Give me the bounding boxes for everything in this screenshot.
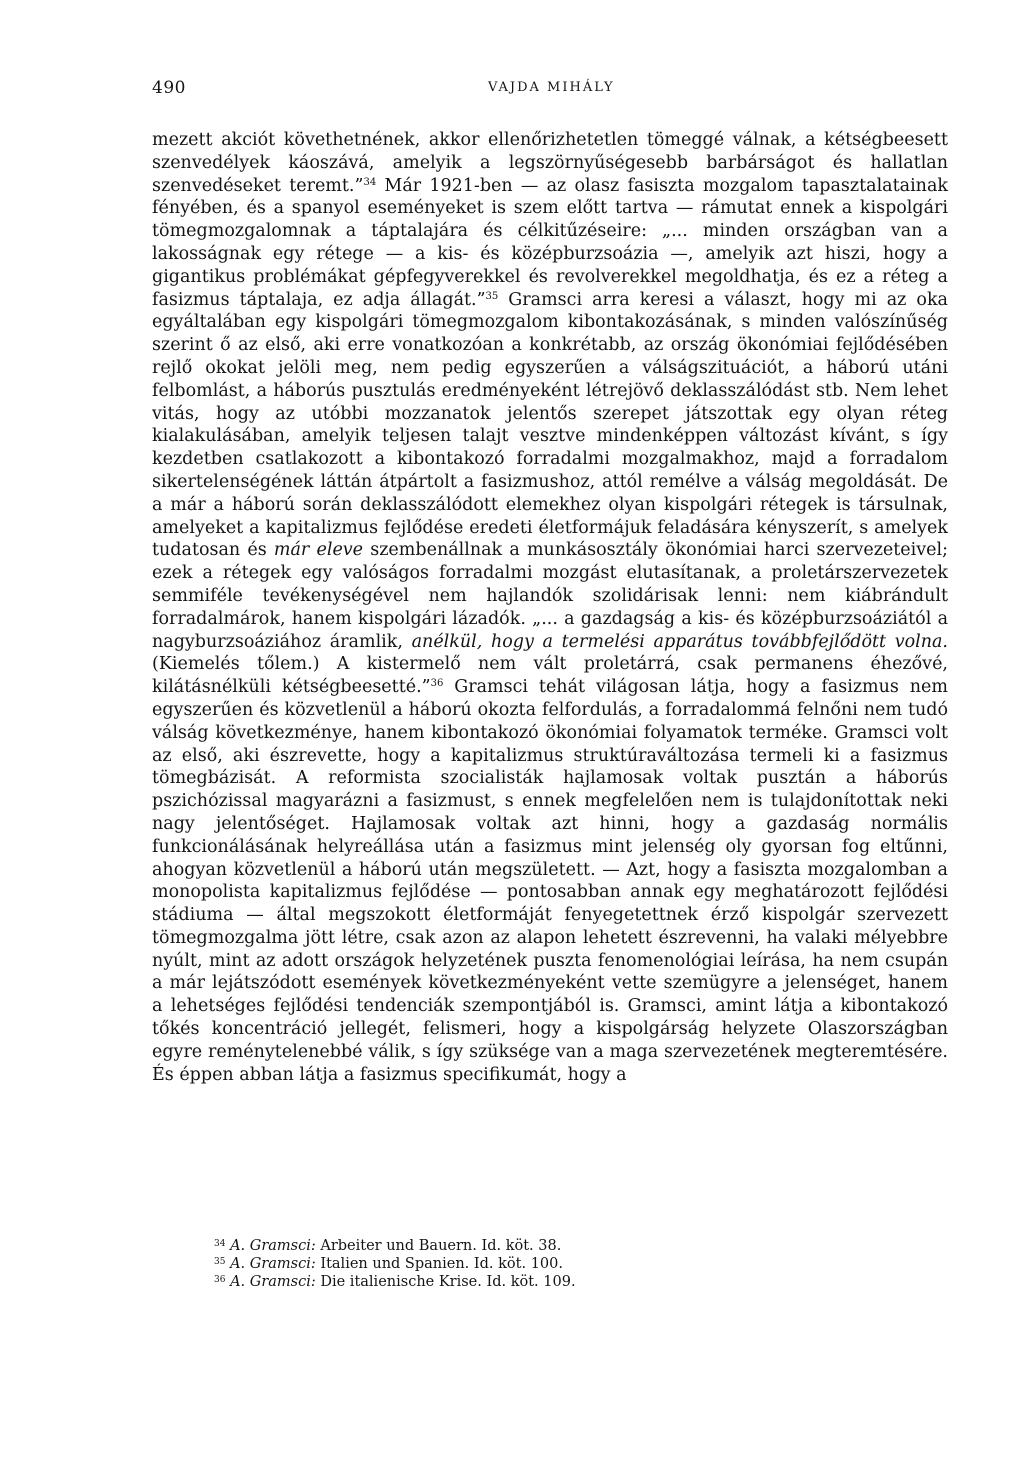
running-head: VAJDA MIHÁLY [488, 80, 615, 95]
text-run: (Kiemelés tőlem.) A kistermelő nem vált proletárrá, csak permanens éhezővé, kilátásnélküli kétségbeesetté.” [152, 654, 948, 698]
footnote-ref: 36 [430, 678, 444, 690]
body-text [152, 129, 948, 1086]
text-run: Gramsci arra keresi a választ, hogy mi az oka egyáltalában egy kispolgári tömegmozgalom kibontakozásának, s minden valószínűség szerint ő az első, aki erre vonatkozóan a konkrétabb, az ország ökonómiai fejlődésében rejlő okokat jelöli meg, nem pedig egyszerűen a válságszituációt, a háború utáni felbomlást, a háborús pusztulás eredményeként létrejövő deklasszálódást stb. Nem lehet vitás, hogy az utóbbi mozzanatok jelentős szerepet játszottak egy olyan réteg kialakulásában, amelyik teljesen talajt vesztve mindenképpen változást kívánt, s így kezdetben csatlakozott a kibontakozó forradalmi mozgalmakhoz, majd a forradalom sikertelenségének láttán átpártolt a fasizmushoz, attól remélve a válság megoldását. De a már a háború során deklasszálódott elemekhez olyan kispolgári rétegek is társulnak, amelyeket a kapitalizmus fejlődése eredeti életformájuk feladására kényszerít, s amelyek tudatosan és [152, 289, 948, 561]
footnote-author: A. Gramsci: [230, 1256, 316, 1272]
emphasis-text: anélkül, hogy a termelési apparátus továbbfejlődött volna. [411, 631, 948, 652]
footnote [214, 1255, 914, 1273]
footnote-author: A. Gramsci: [230, 1238, 316, 1254]
emphasis-text: már eleve [273, 540, 364, 561]
footnote [214, 1273, 914, 1291]
footnote-text: Italien und Spanien. Id. köt. 100. [315, 1256, 563, 1272]
footnotes [214, 1237, 914, 1291]
footnote [214, 1237, 914, 1255]
footnote-author: A. Gramsci: [230, 1274, 316, 1290]
text-run: Már 1921-ben — az olasz fasiszta mozgalom tapasztalatainak fényében, és a spanyol eseményeket is szem előtt tartva — rámutat ennek a kispolgári tömegmozgalomnak a táptalajára és célkitűzéseire: „... minden országban van a lakosságnak egy rétege — a kis- és középburzsoázia —, amelyik azt hiszi, hogy a gigantikus problémákat gépfegyverekkel és revolverekkel megoldhatja, és ez a réteg a fasizmus táptalaja, ez adja állagát.” [152, 175, 948, 310]
footnote-text: Die italienische Krise. Id. köt. 109. [315, 1274, 576, 1290]
footnote-ref: 35 [485, 290, 499, 302]
page-number: 490 [152, 78, 186, 98]
footnote-ref: 34 [363, 176, 377, 188]
text-run: szembenállnak a munkásosztály ökonómiai harci szervezeteivel; ezek a rétegek egy valóságos forradalmi mozgást elutasítanak, a proletárszervezetek semmiféle tevékenységével nem hajlandók szolidárisak lenni: nem kiábrándult forradalmárok, hanem kispolgári lázadók. „... a gazdagság a kis- és középburzsoáziától a nagyburzsoáziához áramlik, [152, 540, 948, 652]
footnote-text: Arbeiter und Bauern. Id. köt. 38. [315, 1238, 562, 1254]
footnote-number: 34 [214, 1239, 226, 1249]
footnote-number: 36 [214, 1275, 226, 1285]
footnote-number: 35 [214, 1257, 226, 1267]
text-run: mezett akciót követhetnének, akkor ellenőrizhetetlen tömeggé válnak, a kétségbeesett szenvedélyek káoszává, amelyik a legszörnyűségesebb barbárságot és hallatlan szenvedéseket teremt.” [152, 130, 948, 196]
text-run: Gramsci tehát világosan látja, hogy a fasizmus nem egyszerűen és közvetlenül a háború okozta felfordulás, a forradalommá felnőni nem tudó válság következménye, hanem kibontakozó ökonómiai folyamatok terméke. Gramsci volt az első, aki észrevette, hogy a kapitalizmus struktúraváltozása termeli ki a fasizmus tömegbázisát. A reformista szocialisták hajlamosak voltak pusztán a háborús pszichózissal magyarázni a fasizmust, s ennek megfelelően nem is tulajdonítottak neki nagy jelentőséget. Hajlamosak voltak azt hinni, hogy a gazdaság normális funkcionálásának helyreállása után a fasizmus mint jelenség oly gyorsan fog eltűnni, ahogyan közvetlenül a háború után megszületett. — Azt, hogy a fasiszta mozgalomban a monopolista kapitalizmus fejlődése — pontosabban annak egy meghatározott fejlődési stádiuma — által megszokott életformáját fenyegetettnek érző kispolgár szervezett tömegmozgalma jött létre, csak azon az alapon lehetett észrevenni, ha valaki mélyebbre nyúlt, mint az adott országok helyzetének puszta fenomenológiai leírása, ha nem csupán a már lejátszódott események következményeként vette szemügyre a jelenséget, hanem a lehetséges fejlődési tendenciák szempontjából is. Gramsci, amint látja a kibontakozó tőkés koncentráció jellegét, felismeri, hogy a kispolgárság helyzete Olaszországban egyre reménytelenebbé válik, s így szüksége van a maga szervezetének megteremtésére. És éppen abban látja a fasizmus specifikumát, hogy a [152, 677, 949, 1085]
